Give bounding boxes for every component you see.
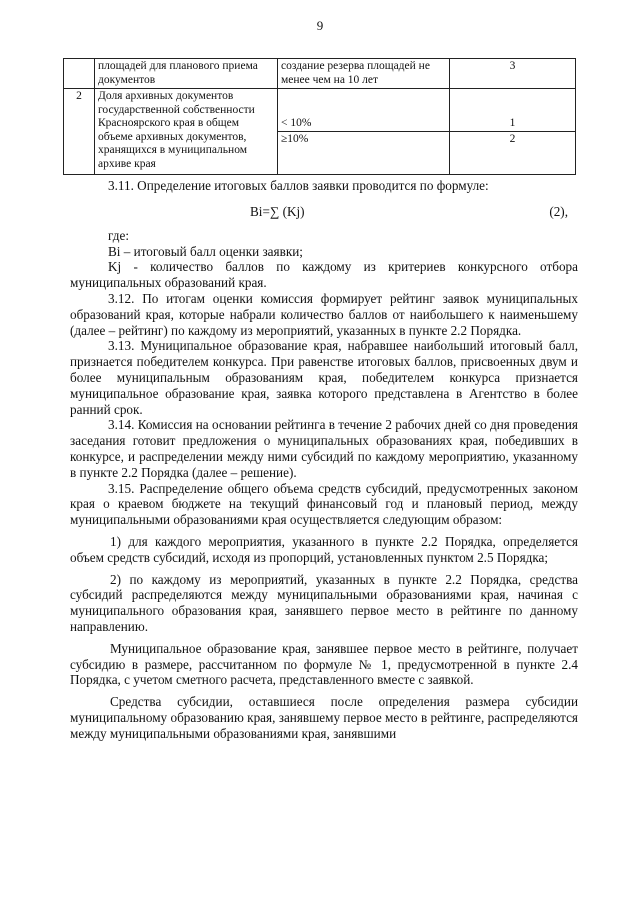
definition-kj: Kj - количество баллов по каждому из критериев конкурсного отбора муниципальных образований края.: [70, 259, 578, 291]
list-item: 2) по каждому из мероприятий, указанных в пункте 2.2 Порядка, средства субсидий распределяются между муниципальными образованиями края, начиная с муниципального образования края, занявшего первое место в рейтинге по данному направлению.: [70, 571, 578, 634]
table-cell-num: 2: [64, 89, 95, 175]
paragraph-first-place: Муниципальное образование края, занявшее первое место в рейтинге, получает субсидию в размере, рассчитанном по формуле № 1, предусмотренной в пункте 2.4 Порядка, с учетом сметного расчета, представленного вместе с заявкой.: [70, 640, 578, 688]
table-cell-points: 1: [450, 89, 576, 132]
criteria-table: [63, 58, 576, 175]
where-label: где:: [108, 227, 129, 243]
formula-expression: Bi=∑ (Kj): [250, 203, 305, 219]
table-row: [64, 89, 576, 132]
paragraph-3-14: 3.14. Комиссия на основании рейтинга в течение 2 рабочих дней со дня проведения заседания готовит предложения о муниципальных образованиях края, победивших в конкурсе, и распределении между ними субсидий по каждому мероприятию, указанному в пункте 2.2 Порядка (далее – решение).: [70, 417, 578, 480]
table-cell-criterion: площадей для планового приема документов: [95, 59, 278, 89]
formula-number: (2),: [549, 203, 568, 219]
definition-bi: Bi – итоговый балл оценки заявки;: [108, 243, 303, 259]
paragraph-remaining: Средства субсидии, оставшиеся после определения размера субсидии муниципальному образованию края, занявшему первое место в рейтинге, распределяются между муниципальными образованиями края, занявшими: [70, 694, 578, 741]
table-cell-points: 2: [450, 132, 576, 175]
document-body: [70, 178, 578, 742]
formula: [70, 194, 578, 228]
page-number: 9: [316, 18, 324, 33]
table-cell-points: 3: [450, 59, 576, 89]
paragraph-3-13: 3.13. Муниципальное образование края, набравшее наибольший итоговый балл, признается победителем конкурса. При равенстве итоговых баллов, присвоенных двум и более муниципальным образованиям края, победителем конкурса признается муниципальное образование края, заявка которого представлена в Агентство в более ранний срок.: [70, 338, 578, 417]
list-item: 1) для каждого мероприятия, указанного в пункте 2.2 Порядка, определяется объем средств субсидий, исходя из пропорций, установленных пунктом 2.5 Порядка;: [70, 533, 578, 565]
table-cell-value: ≥10%: [278, 132, 450, 175]
table-cell-value: создание резерва площадей не менее чем на 10 лет: [278, 59, 450, 89]
table-row: [64, 59, 576, 89]
table-cell-value: < 10%: [278, 89, 450, 132]
table-cell-num: [64, 59, 95, 89]
paragraph-3-15: 3.15. Распределение общего объема средств субсидий, предусмотренных законом края о краевом бюджете на текущий финансовый год и плановый период, между муниципальными образованиями края осуществляется следующим образом:: [70, 480, 578, 528]
paragraph-3-12: 3.12. По итогам оценки комиссия формирует рейтинг заявок муниципальных образований края, которые набрали количество баллов от наибольшего к наименьшему (далее – рейтинг) по каждому из мероприятий, указанных в пункте 2.2 Порядка.: [70, 290, 578, 338]
paragraph-3-11: 3.11. Определение итоговых баллов заявки проводится по формуле:: [108, 178, 489, 193]
table-cell-criterion: Доля архивных документов государственной собственности Красноярского края в общем объеме архивных документов, хранящихся в муниципальном архиве края: [95, 89, 278, 175]
